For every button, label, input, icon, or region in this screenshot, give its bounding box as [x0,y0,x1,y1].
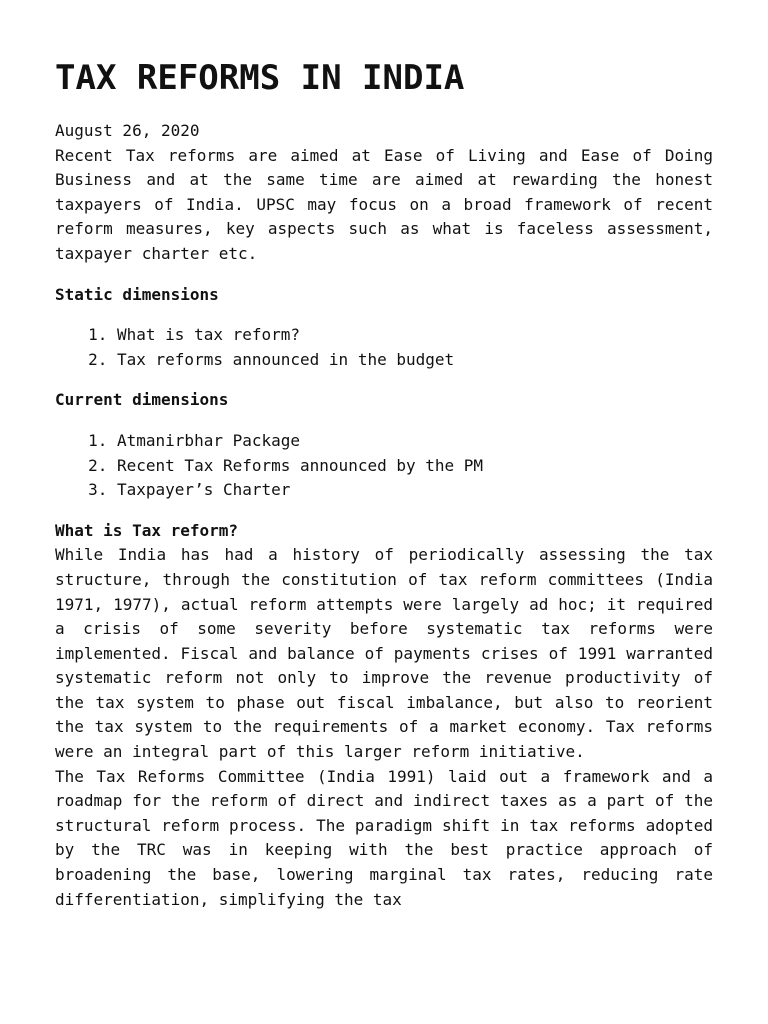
intro-paragraph: Recent Tax reforms are aimed at Ease of Living and Ease of Doing Business and at the same time are aimed at rewarding the honest taxpayers of India. UPSC may focus on a broad framework of recent reform measures, key aspects such as what is faceless assessment, taxpayer charter etc. [55,145,713,263]
static-dimensions-list [55,323,713,372]
current-dimensions-list [55,429,713,503]
publish-date: August 26, 2020 [55,121,200,140]
article-body [55,119,713,912]
list-item: 2. Recent Tax Reforms announced by the PM [117,454,713,479]
current-dimensions-heading: Current dimensions [55,390,229,410]
what-is-tax-reform-heading: What is Tax reform? [55,520,239,540]
body-paragraph: While India has had a history of periodically assessing the tax structure, through the constitution of tax reform committees (India 1971, 1977), actual reform attempts were largely ad hoc; it required a crisis of some severity before systematic tax reforms were implemented. Fiscal and balance of payments crises of 1991 warranted systematic reform not only to improve the revenue productivity of the tax system to phase out fiscal imbalance, but also to reorient the tax system to the requirements of a market economy. Tax reforms were an integral part of this larger reform initiative. [55,545,713,762]
list-item: 1. Atmanirbhar Package [117,429,713,454]
list-item: 2. Tax reforms announced in the budget [117,348,713,373]
page-title: TAX REFORMS IN INDIA [55,58,465,98]
body-paragraph: The Tax Reforms Committee (India 1991) laid out a framework and a roadmap for the reform of direct and indirect taxes as a part of the structural reform process. The paradigm shift in tax reforms adopted by the TRC was in keeping with the best practice approach of broadening the base, lowering marginal tax rates, reducing rate differentiation, simplifying the tax [55,766,713,909]
list-item: 1. What is tax reform? [117,323,713,348]
list-item: 3. Taxpayer’s Charter [117,478,713,503]
static-dimensions-heading: Static dimensions [55,284,219,304]
